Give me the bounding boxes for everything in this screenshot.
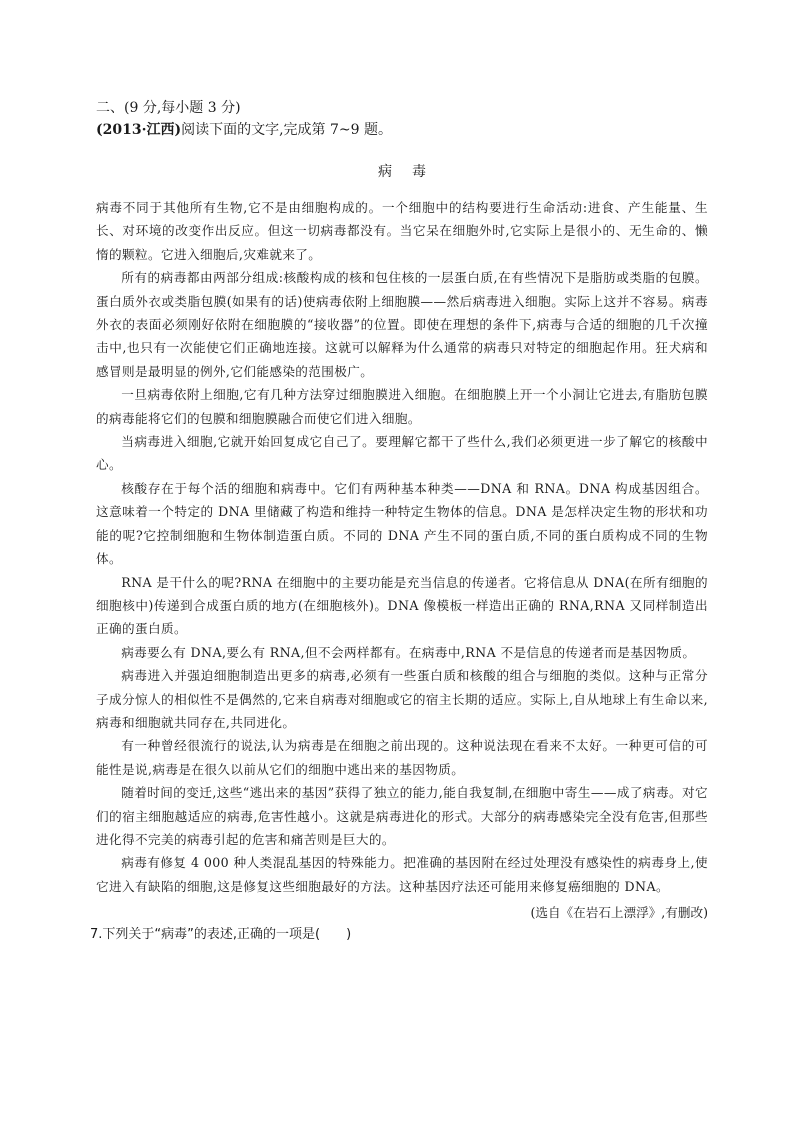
paragraph: 病毒进入并强迫细胞制造出更多的病毒,必须有一些蛋白质和核酸的组合与细胞的类似。这种与正常分子成分惊人的相似性不是偶然的,它来自病毒对细胞或它的宿主长期的适应。实际上,自从地球上有生命以来,病毒和细胞就共同存在,共同进化。 — [96, 668, 708, 730]
paragraph: 病毒不同于其他所有生物,它不是由细胞构成的。一个细胞中的结构要进行生命活动:进食、产生能量、生长、对环境的改变作出反应。但这一切病毒都没有。当它呆在细胞外时,它实际上是很小的、无生命的、懒惰的颗粒。它进入细胞后,灾难就来了。 — [96, 200, 708, 262]
source-instruction — [96, 120, 708, 140]
article-credit: (选自《在岩石上漂浮》,有删改) — [530, 905, 708, 921]
worksheet-page — [90, 98, 708, 946]
article-body — [96, 196, 708, 898]
paragraph: 所有的病毒都由两部分组成:核酸构成的核和包住核的一层蛋白质,在有些情况下是脂肪或类脂的包膜。蛋白质外衣或类脂包膜(如果有的话)使病毒依附上细胞膜——然后病毒进入细胞。实际上这并不容易。病毒外衣的表面必须刚好依附在细胞膜的“接收器”的位置。即使在理想的条件下,病毒与合适的细胞的几千次撞击中,也只有一次能使它们正确地连接。这就可以解释为什么通常的病毒只对特定的细胞起作用。狂犬病和感冒则是最明显的例外,它们能感染的范围极广。 — [96, 270, 708, 379]
source-label: (2013·江西) — [96, 122, 182, 138]
paragraph: 随着时间的变迁,这些“逃出来的基因”获得了独立的能力,能自我复制,在细胞中寄生——成了病毒。对它们的宿主细胞越适应的病毒,危害性越小。这就是病毒进化的形式。大部分的病毒感染完全没有危害,但那些进化得不完美的病毒引起的危害和痛苦则是巨大的。 — [96, 785, 708, 847]
paragraph: 核酸存在于每个活的细胞和病毒中。它们有两种基本种类——DNA 和 RNA。DNA 构成基因组合。这意味着一个特定的 DNA 里储藏了构造和维持一种特定生物体的信息。DNA 是怎样决定生物的形状和功能的呢?它控制细胞和生物体制造蛋白质。不同的 DNA 产生不同的蛋白质,不同的蛋白质构成不同的生物体。 — [96, 480, 708, 567]
question-7: 7.下列关于“病毒”的表述,正确的一项是( ) — [90, 927, 352, 943]
article-title: 病毒 — [378, 164, 446, 180]
section-title: 二、(9 分,每小题 3 分) — [96, 100, 241, 116]
instruction-text: 阅读下面的文字,完成第 7~9 题。 — [181, 122, 392, 138]
paragraph: 有一种曾经很流行的说法,认为病毒是在细胞之前出现的。这种说法现在看来不太好。一种更可信的可能性是说,病毒是在很久以前从它们的细胞中逃出来的基因物质。 — [96, 738, 708, 777]
paragraph: RNA 是干什么的呢?RNA 在细胞中的主要功能是充当信息的传递者。它将信息从 DNA(在所有细胞的细胞核中)传递到合成蛋白质的地方(在细胞核外)。DNA 像模板一样造出正确的 RNA,RNA 又同样制造出正确的蛋白质。 — [96, 574, 708, 637]
paragraph: 病毒有修复 4 000 种人类混乱基因的特殊能力。把准确的基因附在经过处理没有感染性的病毒身上,使它进入有缺陷的细胞,这是修复这些细胞最好的方法。这种基因疗法还可能用来修复癌细胞的 DNA。 — [96, 855, 708, 894]
paragraph: 病毒要么有 DNA,要么有 RNA,但不会两样都有。在病毒中,RNA 不是信息的传递者而是基因物质。 — [121, 644, 696, 660]
paragraph: 当病毒进入细胞,它就开始回复成它自己了。要理解它都干了些什么,我们必须更进一步了解它的核酸中心。 — [96, 434, 708, 473]
paragraph: 一旦病毒依附上细胞,它有几种方法穿过细胞膜进入细胞。在细胞膜上开一个小洞让它进去,有脂肪包膜的病毒能将它们的包膜和细胞膜融合而使它们进入细胞。 — [96, 387, 708, 426]
